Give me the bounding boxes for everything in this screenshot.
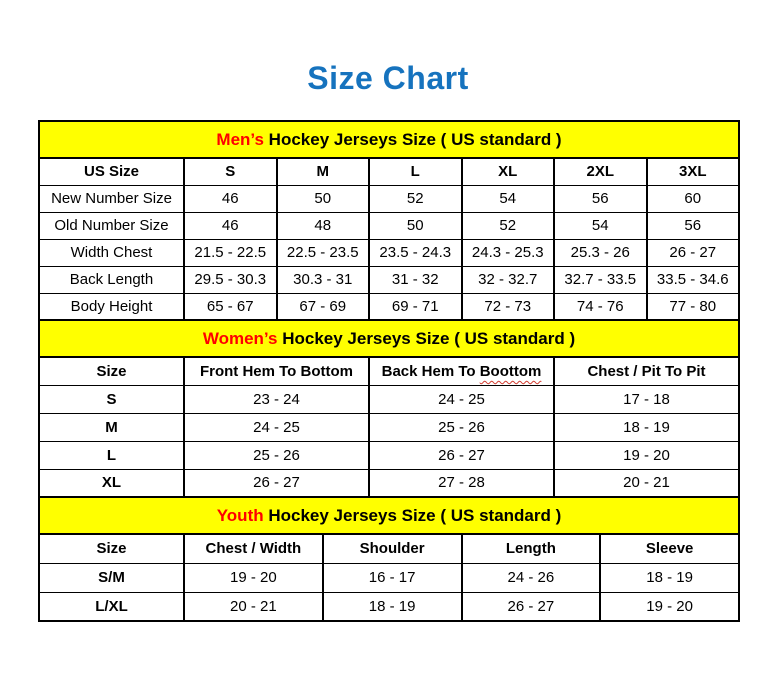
value-cell: 33.5 - 34.6 bbox=[647, 266, 740, 293]
row-label: S bbox=[39, 385, 184, 413]
table-row bbox=[39, 441, 739, 469]
table-row bbox=[39, 266, 739, 293]
youth-section-band bbox=[39, 497, 739, 534]
mens-section-title-rest: Hockey Jerseys Size ( US standard ) bbox=[263, 129, 562, 149]
youth-section-title bbox=[39, 497, 739, 534]
table-row bbox=[39, 469, 739, 497]
column-header: US Size bbox=[39, 158, 184, 185]
womens-section-title bbox=[39, 320, 739, 357]
table-row bbox=[39, 185, 739, 212]
value-cell: 17 - 18 bbox=[554, 385, 739, 413]
table-row bbox=[39, 385, 739, 413]
value-cell: 32.7 - 33.5 bbox=[554, 266, 647, 293]
mens-section-band bbox=[39, 121, 739, 158]
column-header: S bbox=[184, 158, 277, 185]
column-header: Shoulder bbox=[323, 534, 462, 563]
value-cell: 22.5 - 23.5 bbox=[277, 239, 370, 266]
column-header: Size bbox=[39, 357, 184, 385]
column-header bbox=[369, 357, 554, 385]
row-label: Body Height bbox=[39, 293, 184, 320]
value-cell: 32 - 32.7 bbox=[462, 266, 555, 293]
column-header: Chest / Width bbox=[184, 534, 323, 563]
value-cell: 18 - 19 bbox=[554, 413, 739, 441]
mens-size-table bbox=[38, 120, 740, 321]
table-row bbox=[39, 563, 739, 592]
youth-section-title-accent: Youth bbox=[216, 505, 264, 525]
value-cell: 24 - 25 bbox=[184, 413, 369, 441]
value-cell: 50 bbox=[369, 212, 462, 239]
mens-section-title bbox=[39, 121, 739, 158]
womens-size-table bbox=[38, 319, 740, 498]
column-header: XL bbox=[462, 158, 555, 185]
mens-section-title-accent: Men’s bbox=[216, 129, 264, 149]
womens-section-title-rest: Hockey Jerseys Size ( US standard ) bbox=[277, 328, 576, 348]
value-cell: 26 - 27 bbox=[647, 239, 740, 266]
value-cell: 23 - 24 bbox=[184, 385, 369, 413]
value-cell: 20 - 21 bbox=[184, 592, 323, 621]
value-cell: 26 - 27 bbox=[184, 469, 369, 497]
value-cell: 18 - 19 bbox=[323, 592, 462, 621]
value-cell: 56 bbox=[554, 185, 647, 212]
youth-section-title-rest: Hockey Jerseys Size ( US standard ) bbox=[263, 505, 562, 525]
youth-size-table bbox=[38, 496, 740, 622]
value-cell: 69 - 71 bbox=[369, 293, 462, 320]
value-cell: 26 - 27 bbox=[369, 441, 554, 469]
value-cell: 52 bbox=[462, 212, 555, 239]
mens-header-row bbox=[39, 158, 739, 185]
row-label: New Number Size bbox=[39, 185, 184, 212]
value-cell: 24 - 26 bbox=[462, 563, 601, 592]
value-cell: 54 bbox=[462, 185, 555, 212]
value-cell: 27 - 28 bbox=[369, 469, 554, 497]
value-cell: 24.3 - 25.3 bbox=[462, 239, 555, 266]
value-cell: 54 bbox=[554, 212, 647, 239]
value-cell: 50 bbox=[277, 185, 370, 212]
value-cell: 60 bbox=[647, 185, 740, 212]
value-cell: 25 - 26 bbox=[184, 441, 369, 469]
value-cell: 19 - 20 bbox=[600, 592, 739, 621]
value-cell: 16 - 17 bbox=[323, 563, 462, 592]
column-header: 3XL bbox=[647, 158, 740, 185]
table-row bbox=[39, 239, 739, 266]
value-cell: 23.5 - 24.3 bbox=[369, 239, 462, 266]
value-cell: 19 - 20 bbox=[554, 441, 739, 469]
column-header: Front Hem To Bottom bbox=[184, 357, 369, 385]
value-cell: 72 - 73 bbox=[462, 293, 555, 320]
row-label: Width Chest bbox=[39, 239, 184, 266]
row-label: Back Length bbox=[39, 266, 184, 293]
value-cell: 20 - 21 bbox=[554, 469, 739, 497]
row-label: Old Number Size bbox=[39, 212, 184, 239]
table-row bbox=[39, 592, 739, 621]
value-cell: 26 - 27 bbox=[462, 592, 601, 621]
column-header: M bbox=[277, 158, 370, 185]
column-header: L bbox=[369, 158, 462, 185]
value-cell: 29.5 - 30.3 bbox=[184, 266, 277, 293]
table-row bbox=[39, 413, 739, 441]
womens-section-band bbox=[39, 320, 739, 357]
value-cell: 65 - 67 bbox=[184, 293, 277, 320]
womens-header-row bbox=[39, 357, 739, 385]
value-cell: 77 - 80 bbox=[647, 293, 740, 320]
value-cell: 24 - 25 bbox=[369, 385, 554, 413]
value-cell: 74 - 76 bbox=[554, 293, 647, 320]
value-cell: 21.5 - 22.5 bbox=[184, 239, 277, 266]
value-cell: 67 - 69 bbox=[277, 293, 370, 320]
youth-header-row bbox=[39, 534, 739, 563]
column-header: Size bbox=[39, 534, 184, 563]
column-header: Length bbox=[462, 534, 601, 563]
column-header-text: Back Hem To bbox=[381, 362, 480, 380]
table-row bbox=[39, 212, 739, 239]
row-label: L/XL bbox=[39, 592, 184, 621]
value-cell: 56 bbox=[647, 212, 740, 239]
value-cell: 25 - 26 bbox=[369, 413, 554, 441]
row-label: XL bbox=[39, 469, 184, 497]
column-header: Sleeve bbox=[600, 534, 739, 563]
row-label: M bbox=[39, 413, 184, 441]
row-label: L bbox=[39, 441, 184, 469]
value-cell: 18 - 19 bbox=[600, 563, 739, 592]
value-cell: 48 bbox=[277, 212, 370, 239]
misspelled-word-squiggle: Boottom bbox=[479, 362, 542, 380]
value-cell: 30.3 - 31 bbox=[277, 266, 370, 293]
value-cell: 19 - 20 bbox=[184, 563, 323, 592]
row-label: S/M bbox=[39, 563, 184, 592]
value-cell: 52 bbox=[369, 185, 462, 212]
value-cell: 25.3 - 26 bbox=[554, 239, 647, 266]
value-cell: 31 - 32 bbox=[369, 266, 462, 293]
page-title: Size Chart bbox=[307, 60, 469, 96]
column-header: Chest / Pit To Pit bbox=[554, 357, 739, 385]
value-cell: 46 bbox=[184, 185, 277, 212]
column-header: 2XL bbox=[554, 158, 647, 185]
value-cell: 46 bbox=[184, 212, 277, 239]
table-row bbox=[39, 293, 739, 320]
womens-section-title-accent: Women’s bbox=[202, 328, 278, 348]
